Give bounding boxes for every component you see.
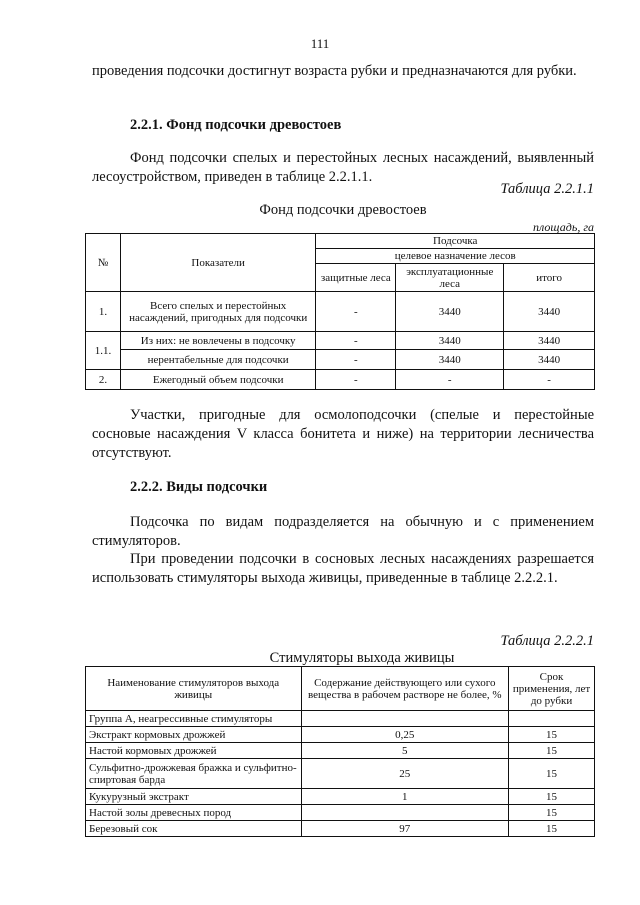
header-protective: защитные леса [316, 264, 396, 292]
types-paragraph-2: При проведении подсочки в сосновых лесных насаждениях разрешается использовать стимуляторы выхода живицы, приведенные в таблице 2.2.2.1. [92, 551, 594, 586]
cell-protective: - [316, 350, 396, 370]
cell-content: 0,25 [301, 727, 509, 743]
row-label: нерентабельные для подсочки [120, 350, 315, 370]
cell-stimulator-name: Сульфитно-дрожжевая бражка и сульфитно-спиртовая барда [86, 759, 302, 789]
cell-stimulator-name: Экстракт кормовых дрожжей [86, 727, 302, 743]
osmolo-paragraph: Участки, пригодные для осмолоподсочки (спелые и перестойные сосновые насаждения V класса бонитета и ниже) на территории лесничества отсутствуют. [92, 407, 594, 461]
header-purpose: целевое назначение лесов [316, 249, 595, 264]
page-number: 111 [310, 36, 330, 51]
cell-stimulator-name: Березовый сок [86, 821, 302, 837]
cell-exploitable: 3440 [396, 332, 504, 350]
stimulators-table [85, 666, 595, 837]
cell-total: - [504, 370, 595, 390]
fund-table [85, 233, 595, 390]
table-row [86, 292, 595, 332]
table-header-row [86, 234, 595, 249]
header-term: Срок применения, лет до рубки [509, 667, 595, 711]
cell-exploitable: 3440 [396, 350, 504, 370]
table-title-1: Фонд подсочки древостоев [259, 202, 427, 218]
cell-term: 15 [509, 759, 595, 789]
row-num: 1.1. [86, 332, 121, 370]
cell-exploitable: 3440 [396, 292, 504, 332]
table-row [86, 332, 595, 350]
row-label: Всего спелых и перестойных насаждений, пригодных для подсочки [120, 292, 315, 332]
header-content: Содержание действующего или сухого вещества в рабочем растворе не более, % [301, 667, 509, 711]
header-indicators: Показатели [120, 234, 315, 292]
cell-stimulator-name: Настой кормовых дрожжей [86, 743, 302, 759]
cell-term: 15 [509, 789, 595, 805]
table-row [86, 821, 595, 837]
fund-paragraph: Фонд подсочки спелых и перестойных лесных насаждений, выявленный лесоустройством, приведен в таблице 2.2.1.1. [92, 150, 594, 185]
table-row [86, 727, 595, 743]
table-row [86, 743, 595, 759]
table-row [86, 370, 595, 390]
table-label-2: Таблица 2.2.2.1 [500, 633, 594, 649]
table-row [86, 789, 595, 805]
cell-term: 15 [509, 821, 595, 837]
table-header-row [86, 667, 595, 711]
header-exploitable: эксплуатационные леса [396, 264, 504, 292]
table-title-2: Стимуляторы выхода живицы [269, 650, 455, 666]
cell-exploitable: - [396, 370, 504, 390]
cell-total: 3440 [504, 292, 595, 332]
cell-protective: - [316, 292, 396, 332]
cell-total: 3440 [504, 350, 595, 370]
row-label: Из них: не вовлечены в подсочку [120, 332, 315, 350]
header-stimulator-name: Наименование стимуляторов выхода живицы [86, 667, 302, 711]
row-num: 1. [86, 292, 121, 332]
cell-content [301, 805, 509, 821]
cell-content: 5 [301, 743, 509, 759]
section-heading-types: 2.2.2. Виды подсочки [130, 479, 268, 495]
section-heading-fund: 2.2.1. Фонд подсочки древостоев [130, 117, 342, 133]
cell-stimulator-name: Кукурузный экстракт [86, 789, 302, 805]
header-total: итого [504, 264, 595, 292]
cell-term: 15 [509, 727, 595, 743]
table-label-1: Таблица 2.2.1.1 [500, 181, 594, 197]
cell-content: 25 [301, 759, 509, 789]
cell-term [509, 711, 595, 727]
cell-content: 1 [301, 789, 509, 805]
cell-content: 97 [301, 821, 509, 837]
table-row [86, 805, 595, 821]
cell-term: 15 [509, 743, 595, 759]
table-row [86, 350, 595, 370]
cell-protective: - [316, 332, 396, 350]
cell-stimulator-name: Настой золы древесных пород [86, 805, 302, 821]
table-row [86, 759, 595, 789]
intro-paragraph: проведения подсочки достигнут возраста рубки и предназначаются для рубки. [92, 63, 577, 79]
row-label: Ежегодный объем подсочки [120, 370, 315, 390]
cell-total: 3440 [504, 332, 595, 350]
header-tapping: Подсочка [316, 234, 595, 249]
types-paragraph-1: Подсочка по видам подразделяется на обычную и с применением стимуляторов. [92, 514, 594, 549]
cell-protective: - [316, 370, 396, 390]
cell-content [301, 711, 509, 727]
row-num: 2. [86, 370, 121, 390]
header-num: № [86, 234, 121, 292]
cell-term: 15 [509, 805, 595, 821]
cell-stimulator-name: Группа А, неагрессивные стимуляторы [86, 711, 302, 727]
units-label: площадь, га [533, 220, 594, 234]
table-row [86, 711, 595, 727]
